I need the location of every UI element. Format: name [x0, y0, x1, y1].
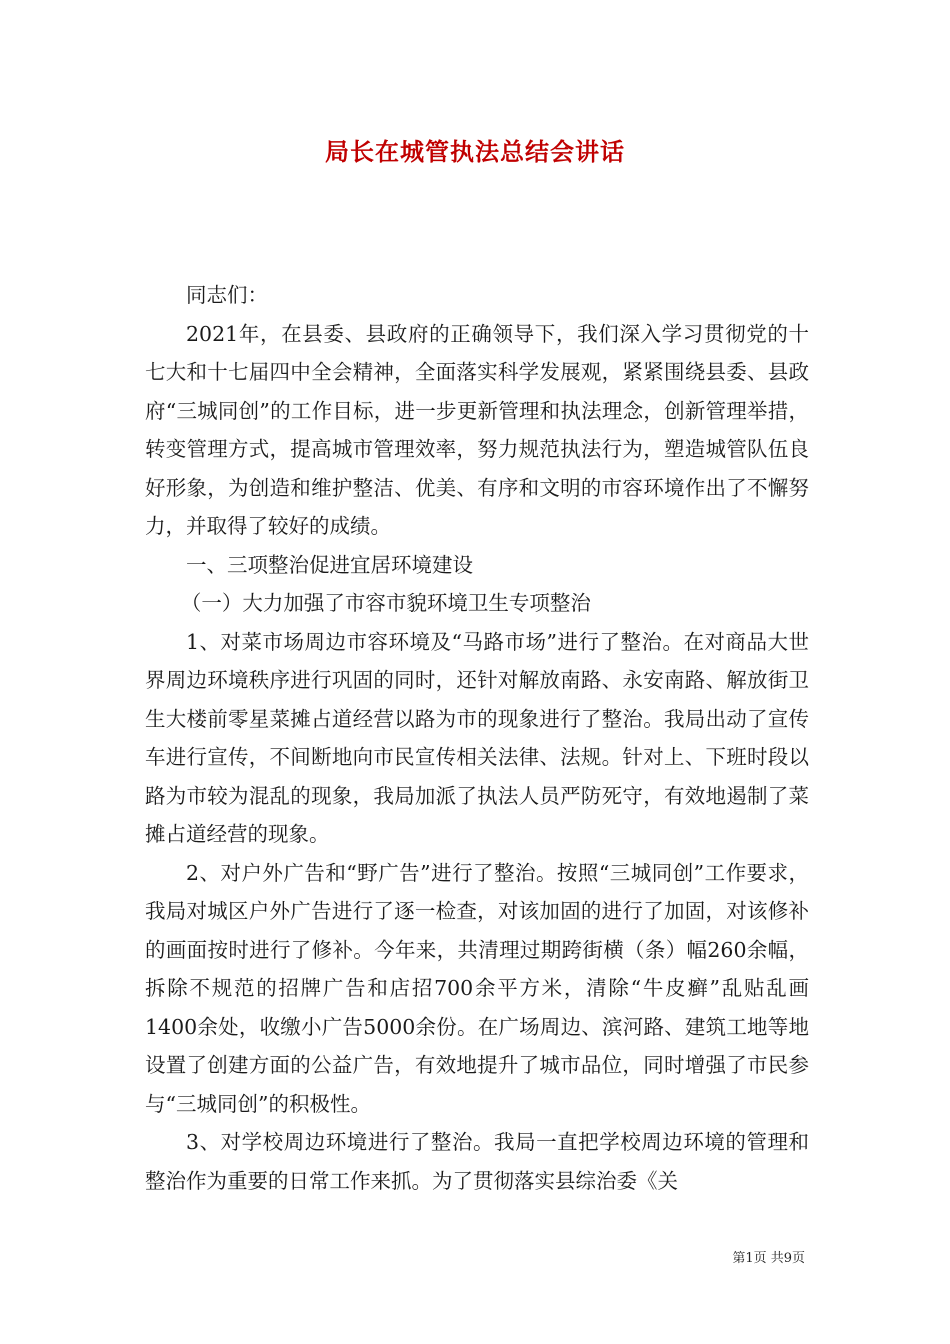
document-body	[145, 276, 809, 1200]
subsection-heading: （一）大力加强了市容市貌环境卫生专项整治	[180, 591, 591, 615]
page-number: 第1页 共9页	[732, 1251, 805, 1266]
salutation: 同志们：	[186, 283, 268, 307]
section-heading: 一、三项整治促进宜居环境建设	[186, 552, 473, 577]
paragraph-item-1: 1、对菜市场周边市容环境及“马路市场”进行了整治。在对商品大世界周边环境秩序进行巩固的同时，还针对解放南路、永安南路、解放街卫生大楼前零星菜摊占道经营以路为市的现象进行了整治。我局出动了宣传车进行宣传，不间断地向市民宣传相关法律、法规。针对上、下班时段以路为市较为混乱的现象，我局加派了执法人员严防死守，有效地遏制了菜摊占道经营的现象。	[145, 629, 809, 846]
paragraph-item-2: 2、对户外广告和“野广告”进行了整治。按照“三城同创”工作要求，我局对城区户外广告进行了逐一检查，对该加固的进行了加固，对该修补的画面按时进行了修补。今年来，共清理过期跨街横（条）幅260余幅，拆除不规范的招牌广告和店招700余平方米，清除“牛皮癣”乱贴乱画1400余处，收缴小广告5000余份。在广场周边、滨河路、建筑工地等地设置了创建方面的公益广告，有效地提升了城市品位，同时增强了市民参与“三城同创”的积极性。	[145, 860, 809, 1116]
document-title: 局长在城管执法总结会讲话	[325, 137, 625, 166]
paragraph-item-3: 3、对学校周边环境进行了整治。我局一直把学校周边环境的管理和整治作为重要的日常工作来抓。为了贯彻落实县综治委《关	[145, 1130, 809, 1193]
paragraph-intro: 2021年，在县委、县政府的正确领导下，我们深入学习贯彻党的十七大和十七届四中全会精神，全面落实科学发展观，紧紧围绕县委、县政府“三城同创”的工作目标，进一步更新管理和执法理念，创新管理举措，转变管理方式，提高城市管理效率，努力规范执法行为，塑造城管队伍良好形象，为创造和维护整洁、优美、有序和文明的市容环境作出了不懈努力，并取得了较好的成绩。	[145, 321, 809, 538]
